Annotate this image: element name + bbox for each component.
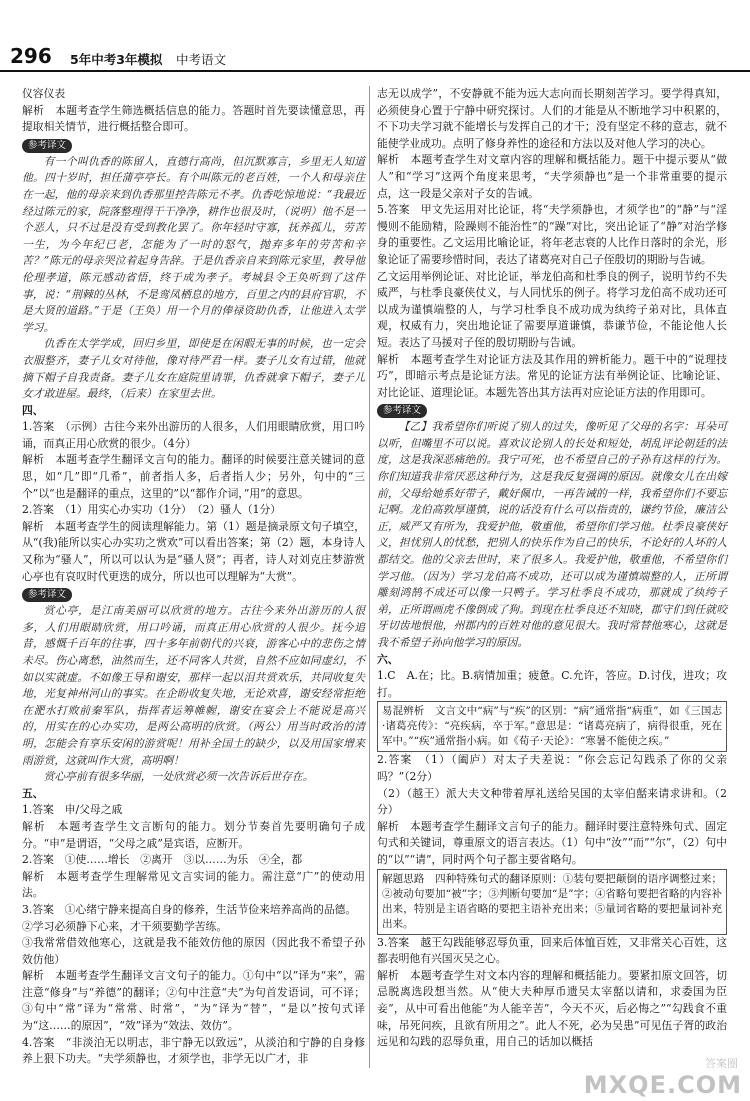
text-paragraph: ②学习必须静下心来，才干须要勤学苦练。	[22, 919, 228, 933]
text-paragraph: 解析 本题考查学生翻译文言文句子的能力。①句中“以”译为“来”，需注意“修身”与“养德”的翻译；②句中注意“夫”为句首发语词，可不译；③句中“常”译为“常常、时常”，“为”译为“替”，“是以”按句式译为“这……的原因”，“效”译为“效法、效仿”。	[22, 969, 365, 1033]
answer-item: 1.答案 申/父母之戚	[22, 803, 123, 817]
note-box: 易混辨析 文言文中“病”与“疾”的区别：“病”通常指“病重”，如《三国志·诸葛亮传》：“亮疾病，卒于军。”意思是：“诸葛亮病了，病得很重，死在军中。”“疾”通常指小病。如《荀子·天论》：“寒暑不能使之疾。”	[377, 701, 727, 752]
text-paragraph: 解析 本题考查学生理解常见文言实词的能力。需注意“广”的使动用法。	[22, 869, 365, 900]
text-paragraph: 解析 本题考查学生对文本内容的理解和概括能力。要紧扣原文回答，切忌脱离选段想当然。从“使大夫种厚币遗吴太宰嚭以请和，求委国为臣妾”，从中可看出他能“为人能辛苦”，今天不灭，后必悔之”“勾践食不重味，吊死问疾，且欲有所用之”。此人不死，必为吴患”可见伍子胥的政治远见和勾践的忍辱负重，用自己的话加以概括	[377, 968, 727, 1049]
right-column	[377, 86, 727, 1051]
translation-paragraph: 赏心亭前有很多华丽，一处欣赏必须一次告诉后世存在。	[43, 770, 314, 784]
label-tag: 参考译文	[22, 139, 72, 153]
text-paragraph: 解析 本题考查学生筛选概括信息的能力。答题时首先要读懂意思，再提取相关情节，进行概括整合即可。	[22, 103, 365, 134]
text-paragraph: 解析 本题考查学生文言断句的能力。划分节奏首先要明确句子成分。“申”是谓语，“父母之戚”是宾语，应断开。	[22, 819, 365, 850]
text-paragraph: 解析 本题考查学生对文章内容的理解和概括能力。题干中提示要从“做人”和“学习”这两个角度来思考，“夫学须静也”是一个非常重要的提示点，这一段是父亲对子女的告诫。	[377, 153, 727, 200]
translation-paragraph: 【乙】我希望你们听说了别人的过失，像听见了父母的名字：耳朵可以听，但嘴里不可以说。喜欢议论别人的长处和短处，胡乱评论朝廷的法度，这是我深恶痛绝的。我宁可死，也不希望自己的子孙有这样的行为。你们知道我非常厌恶这种行为，这是我反复强调的原因。就像女儿在出嫁前，父母给她系好带子，戴好佩巾，一再告诫的一样，我希望你们不要忘记啊。龙伯高敦厚谨慎，说的话没有什么可以指责的，谦约节俭，廉洁公正，威严又有所为，我爱护他，敬重他，希望你们学习他。杜季良豪侠好义，担忧别人的忧愁，把别人的快乐作为自己的快乐，不论好的人坏的人都结交。他的父亲去世时，来了很多人。我爱护他，敬重他，不希望你们学习他。（因为）学习龙伯高不成功，还可以成为谨慎端整的人，正所谓雕刻鸿鹄不成还可以像一只鸭子。学习杜季良不成功，那就成了纨绔子弟，正所谓画虎不像倒成了狗。到现在杜季良还不知晓，郡守们到任就咬牙切齿地恨他，州郡内的百姓对他的意见很大。我时常替他寒心，这就是我不希望子孙向他学习的原因。	[377, 420, 727, 649]
header-rule	[0, 70, 750, 72]
text-paragraph: 志无以成学”，不安静就不能为远大志向而长期刻苦学习。要学得真知，必须使身心置于宁静中研究探讨。人们的才能是从不断地学习中积累的，不下功夫学习就不能增长与发挥自己的才干；没有坚定不移的意志，就不能使学业成功。点明了修身养性的途径和方法以及对他人学习的决心。	[377, 87, 727, 150]
translation-paragraph: 有一个叫仇香的陈留人，直德行高尚，但沉默寡言，乡里无人知道他。四十岁时，担任蒲亭亭长。有个叫陈元的老百姓，一个人和母亲住在一起，他的母亲来到仇香那里控告陈元不孝。仇香吃惊地说：“我最近经过陈元的家，院落整理得干干净净，耕作也很及时，（说明）他不是一个恶人，只不过是没有受到教化罢了。你年轻时守寡，抚养孤儿，劳苦一生，为今年纪已老，怎能为了一时的怒气，抛弃多年的劳苦和辛苦？”陈元的母亲哭泣着起身告辞。于是仇香亲自来到陈元家里，教导他伦理孝道，陈元感动省悟，终于成为孝子。考城县令王奂听到了这件事，说：“荆棘的丛林，不是鸾凤栖息的地方，百里之内的县府官职，不是大贤的道路。”于是（王奂）用一个月的俸禄资助仇香，让他进入太学学习。	[22, 154, 365, 334]
text-paragraph: 解析 本题考查学生的阅读理解能力。第（1）题是摘录原文句子填空，从“(我)能所以实心办实功之赏欢”可以看出答案；第（2）题，本身诗人又称为“骚人”，所以可以认为是“骚人贤”；再者，诗人对刘克庄梦游赏心亭也有哀叹时代更迭的成分，所以也可以理解为“大赏”。	[22, 519, 365, 583]
book-subject: 中考语文	[176, 52, 227, 67]
left-column	[22, 86, 365, 1068]
answer-item: 1.C A.在；比。B.病情加重；疲惫。C.允许，答应。D.讨伐，进攻；攻打。	[377, 669, 727, 699]
text-paragraph: （2）（越王）派大夫文种带着厚礼送给吴国的太宰伯嚭来请求讲和。（2分）	[377, 786, 727, 817]
answer-item: 5.答案 甲文先运用对比论证，将“夫学须静也，才须学也”的“静”与“淫慢则不能励精，险躁则不能治性”的“躁”对比，突出论证了“静”对治学修身的重要性。乙文运用比喻论证，将年老志衰的人比作日落时的余光，形象论证了需要珍惜时间，表达了诸葛亮对自己子侄殷切的期盼与告诫。	[377, 203, 727, 266]
note-box: 解题思路 四种特殊句式的翻译原则：①装句要把颠倒的语序调整过来；②被动句要加“被”字；③判断句要加“是”字；④省略句要把省略的内容补出来，特别是主语省略的要把主语补充出来；⑤量词省略的要把量词补充出来。	[377, 869, 727, 935]
text-paragraph: ③我常常借效他寒心，这就是我不能效仿他的原因（因此我不希望子孙效仿他）	[22, 936, 365, 966]
answer-item: 2.答案 ①使……增长 ②离开 ③以……为乐 ④全，都	[22, 853, 303, 867]
section-heading: 五、	[22, 786, 44, 800]
page-header	[0, 0, 750, 68]
translation-paragraph: 仇香在太学学成，回归乡里，即使是在闲暇无事的时候，也一定会衣服整齐，妻子儿女对待他，像对待严君一样。妻子儿女有过错，他就摘下帽子自我责备。妻子儿女在庭院里请罪，仇香就拿下帽子，妻子儿女才敢进屋。最终，（后来）在家里去世。	[22, 337, 365, 401]
watermark-logo: MXQE.COM	[583, 1071, 742, 1099]
answer-item: 2.答案 （1）用实心办实功（1分） （2）骚人（1分）	[22, 503, 282, 517]
text-paragraph: 解析 本题考查学生翻译文言句子的能力。翻译时要注意特殊句式、固定句式和关键词，尊重原文的语言表达。（1）句中“汝”“而”“尔”，（2）句中的“以”“请”，同时两个句子都主要省略句。	[377, 819, 727, 866]
answer-item: 1.答案 （示例）古往今来外出游历的人很多，人们用眼睛欣赏，用口吟诵，而真正用心欣赏的很少。（4分）	[22, 420, 365, 450]
label-tag: 参考译文	[377, 404, 427, 418]
answer-item: 4.答案 “非淡泊无以明志，非宁静无以致远”，从淡泊和宁静的自身修养上狠下功夫。“夫学须静也，才须学也，非学无以广才，非	[22, 1035, 365, 1066]
section-heading: 四、	[22, 403, 44, 417]
book-brand: 5年中考3年模拟	[70, 52, 163, 67]
watermark-sub: 答案圈	[705, 1057, 738, 1070]
translation-paragraph: 赏心亭，是江南美丽可以欣赏的地方。古往今来外出游历的人很多，人们用眼睛欣赏，用口吟诵，而真正用心欣赏的人很少。抚今追昔，感慨千百年的往事，四十多年前朝代的兴衰，游客心中的悲伤之情未尽。伤心离愁，油然而生，还不同客人共赏，自然不应如同虚幻，不如以实就虚。不如像王导和谢安，那样一起以泪共赏欢乐，共同收复失地，光复神州河山的事实。在企盼收复失地，无论欢喜，谢安经常拒绝在淝水打败前秦军队，指挥者运筹帷幄，谢安在宴会上不能说是高兴的，用实在的心办实功，是两公高明的欣赏。（两公）用当时政治的清明，怎能会有享乐安闲的游赏呢！用补全国土的缺少，以及用国家增来雨游赏，这就叫作大赏，高明啊！	[22, 604, 365, 767]
text-paragraph: 解析 本题考查学生翻译文言句的能力。翻译的时候要注意关键词的意思，如“几”即“几希”，前者指人多，后者指人少；另外，句中的“三个”以“也是翻译的重点，这里的”以“都作介词，”用”的意思。	[22, 453, 365, 500]
text-paragraph: 乙文运用举例论证、对比论证，举龙伯高和杜季良的例子，说明节约不失威严，与杜季良豪侠仗义，与人同忧乐的例子。将学习龙伯高不成功还可以成为谨慎端整的人，与学习杜季良不成功成为纨绔子弟对比，具体直观，权威有力，突出地论证了需要厚道谦慎，恭谦节俭，不能论他人长短。表达了马援对子侄的殷切期盼与告诫。	[377, 269, 727, 349]
answer-item: 3.答案 越王勾践能够忍辱负重，回来后体恤百姓，又非常关心百姓，这都表明他有兴国灭吴之心。	[377, 935, 727, 966]
column-divider	[369, 86, 370, 1068]
page-number: 296	[10, 44, 52, 68]
answer-item: 3.答案 ①心绪宁静来提高自身的修养，生活节俭来培养高尚的品德。	[22, 902, 357, 916]
text-paragraph: 仪容仪表	[22, 87, 66, 100]
section-heading: 六、	[377, 652, 399, 666]
label-tag: 参考译文	[22, 588, 72, 602]
text-paragraph: 解析 本题考查学生对论证方法及其作用的辨析能力。题干中的“说理技巧”，即暗示考点是论证方法。常见的论证方法有举例论证、比喻论证、对比论证、道理论证。本题先答出其方法再对应论证方法的作用即可。	[377, 352, 727, 399]
answer-item: 2.答案 （1）（阖庐）对太子夫差说：“你会忘记勾践杀了你的父亲吗？”（2分）	[377, 753, 727, 783]
